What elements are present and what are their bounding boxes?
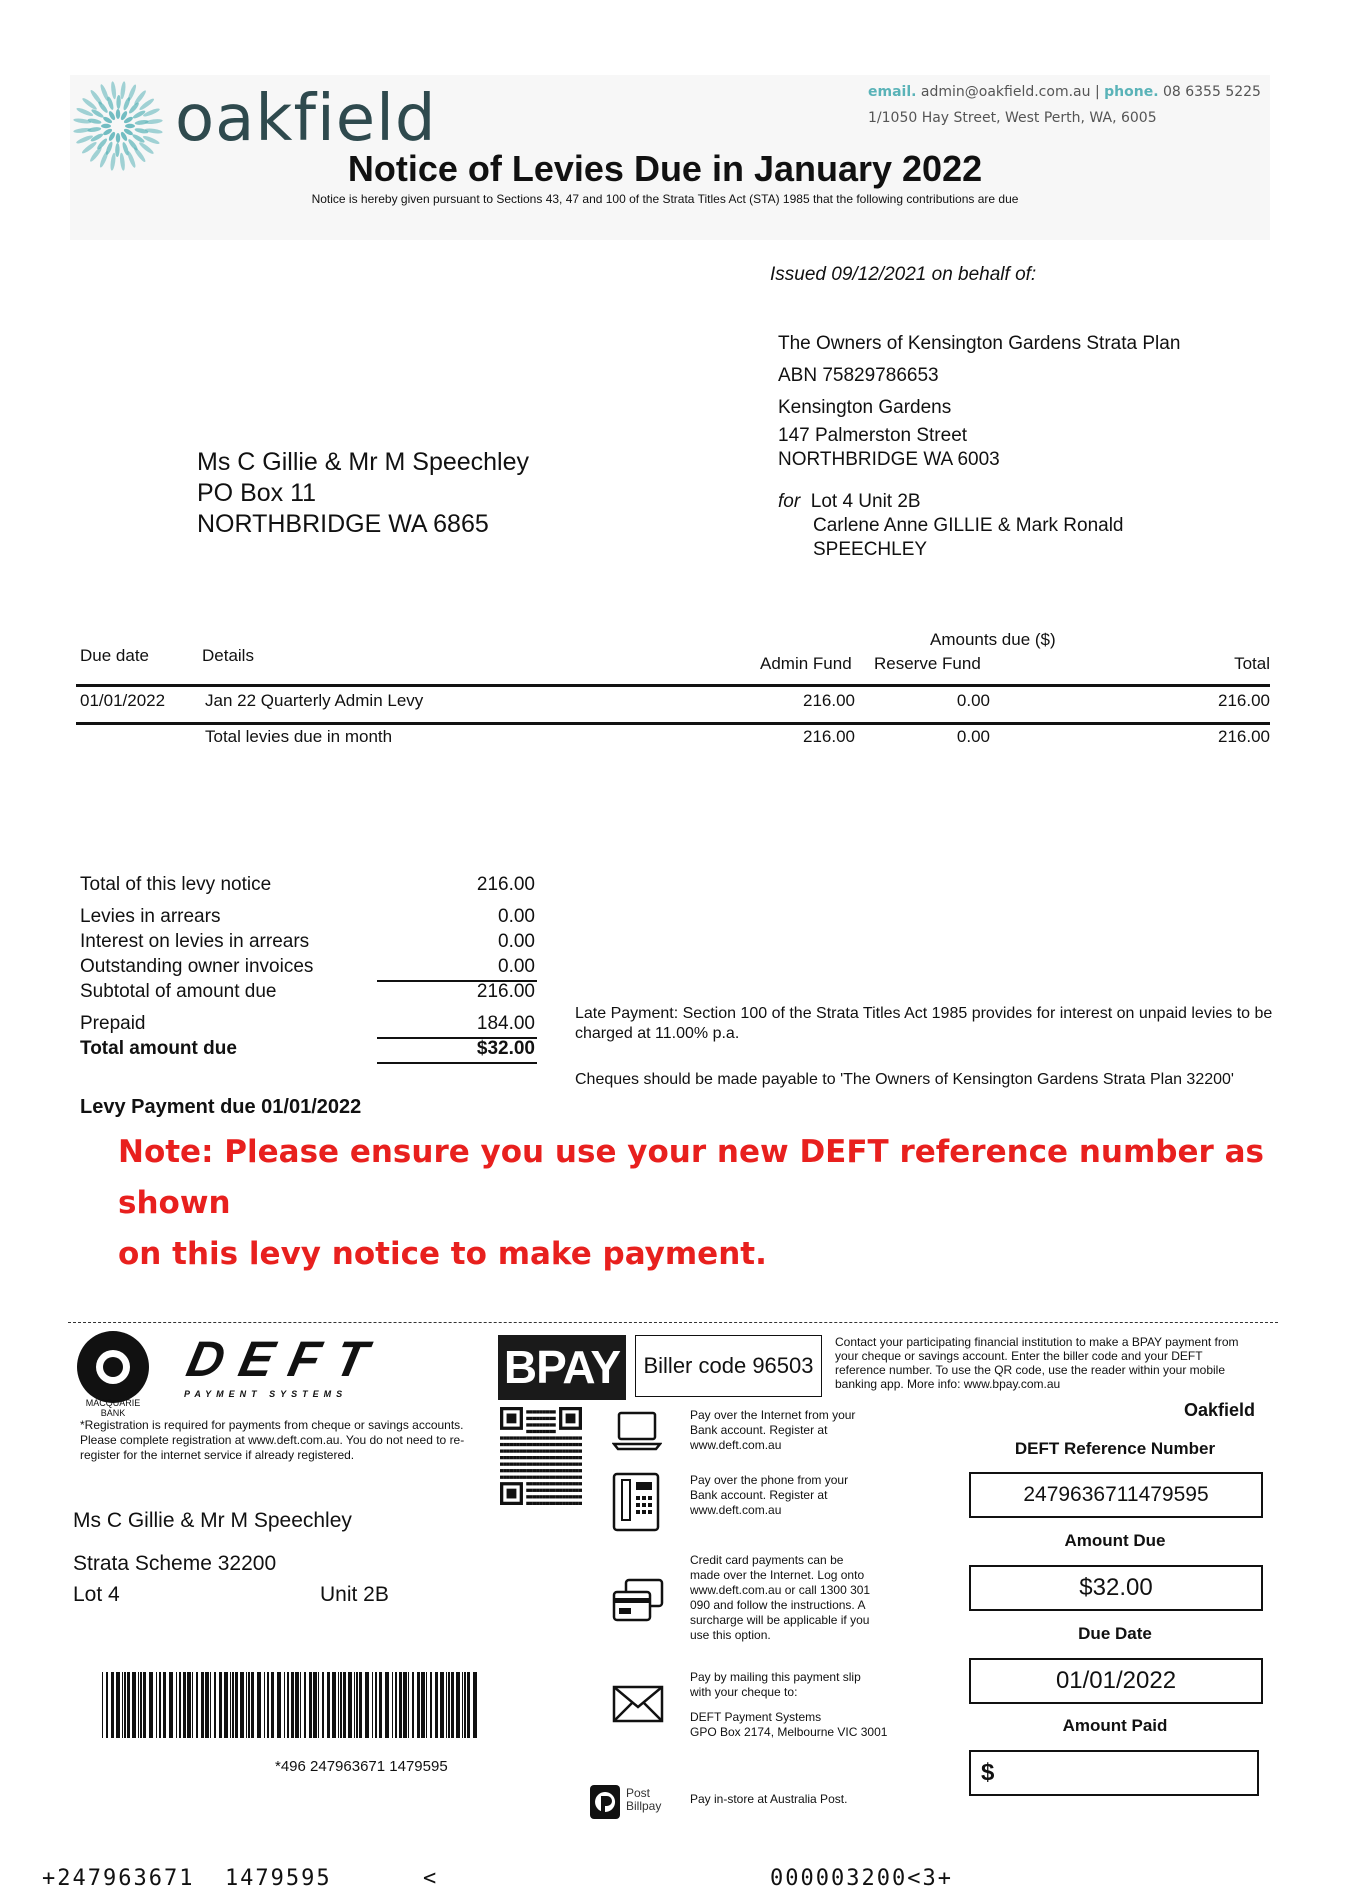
owner-line1: Carlene Anne GILLIE & Mark Ronald — [813, 515, 1124, 536]
email-label: email. — [868, 84, 917, 100]
mail-address1: DEFT Payment Systems — [690, 1710, 822, 1724]
amount-due-label: Amount Due — [1064, 1531, 1166, 1550]
brand-name: oakfield — [175, 82, 437, 156]
lot-unit: Lot 4 Unit 2B — [810, 491, 921, 512]
email: admin@oakfield.com.au — [920, 84, 1091, 100]
laptop-icon — [612, 1410, 662, 1452]
page-title: Notice of Levies Due in January 2022 — [347, 148, 983, 189]
row-reserve: 0.00 — [956, 691, 990, 710]
interest-label: Interest on levies in arrears — [80, 931, 310, 952]
mail-pay-text: Pay by mailing this payment slip with your cheque to: — [690, 1670, 861, 1699]
recipient-address — [197, 447, 529, 540]
payment-due: Levy Payment due 01/01/2022 — [80, 1096, 362, 1118]
owners-name: The Owners of Kensington Gardens Strata Plan — [778, 333, 1181, 354]
recipient-line2: PO Box 11 — [197, 479, 317, 507]
arrears-value: 0.00 — [498, 906, 535, 927]
slip-lot: Lot 4 — [73, 1583, 120, 1606]
amount-due-box: $32.00 — [969, 1565, 1263, 1611]
arrears-label: Levies in arrears — [80, 906, 221, 927]
due-date-label: Due Date — [1078, 1624, 1152, 1643]
subtotal-value: 216.00 — [476, 981, 535, 1002]
card-pay-text: Credit card payments can be made over the Internet. Log onto www.deft.com.au or call 1300 301 090 and follow the instructions. A surcharge will be applicable if you use this option. — [690, 1553, 871, 1642]
issued-line: Issued 09/12/2021 on behalf of: — [770, 264, 1037, 285]
post-billpay-icon — [590, 1785, 620, 1819]
total-row-total: 216.00 — [1218, 727, 1270, 746]
total-due-value: $32.00 — [476, 1038, 535, 1059]
recipient-line3: NORTHBRIDGE WA 6865 — [197, 510, 489, 538]
ref-number-box: 2479636711479595 — [969, 1472, 1263, 1518]
slip-scheme: Strata Scheme 32200 — [73, 1552, 277, 1575]
contact-separator: | — [1094, 84, 1100, 100]
contact-line — [868, 84, 1261, 100]
ocr-part3: 000003200<3+ — [770, 1866, 953, 1891]
prepaid-value: 184.00 — [476, 1013, 535, 1034]
macquarie-name: MACQUARIE — [85, 1398, 141, 1408]
owners-block — [778, 328, 1180, 472]
phone-pay-text: Pay over the phone from your Bank account. Register at www.deft.com.au — [690, 1473, 849, 1517]
owners-street: 147 Palmerston Street — [778, 425, 968, 446]
post-billpay-text2: Billpay — [626, 1799, 662, 1813]
amounts-due-header: Amounts due ($) — [930, 630, 1056, 649]
qr-code-icon — [500, 1407, 582, 1505]
outstanding-value: 0.00 — [498, 956, 535, 977]
contact-address: 1/1050 Hay Street, West Perth, WA, 6005 — [868, 110, 1157, 126]
due-date-box: 01/01/2022 — [969, 1658, 1263, 1704]
col-due-date: Due date — [80, 646, 149, 665]
bpay-logo: BPAY — [498, 1335, 626, 1400]
subtotal-label: Subtotal of amount due — [80, 981, 277, 1002]
phone: 08 6355 5225 — [1162, 84, 1261, 100]
total-notice-label: Total of this levy notice — [80, 874, 272, 895]
total-due-label: Total amount due — [80, 1038, 237, 1059]
col-admin-fund: Admin Fund — [760, 654, 852, 673]
owner-line2: SPEECHLEY — [813, 539, 928, 560]
post-pay-text: Pay in-store at Australia Post. — [690, 1792, 848, 1806]
owners-abn: ABN 75829786653 — [778, 365, 939, 386]
row-total: 216.00 — [1218, 691, 1270, 710]
amount-paid-box[interactable] — [969, 1750, 1259, 1796]
credit-card-icon — [612, 1578, 664, 1624]
slip-name: Ms C Gillie & Mr M Speechley — [73, 1509, 352, 1532]
deft-reference-note — [118, 1127, 1268, 1280]
ocr-part1: +247963671 1479595 — [42, 1866, 332, 1891]
payee-name: Oakfield — [1184, 1400, 1256, 1420]
total-row-admin: 216.00 — [803, 727, 855, 746]
recipient-line1: Ms C Gillie & Mr M Speechley — [197, 448, 530, 476]
note-line1: Note: Please ensure you use your new DEFT reference number as shown — [118, 1134, 1264, 1221]
total-row-reserve: 0.00 — [956, 727, 990, 746]
prepaid-label: Prepaid — [80, 1013, 146, 1034]
col-reserve-fund: Reserve Fund — [874, 654, 981, 673]
total-row-details: Total levies due in month — [205, 727, 393, 746]
post-billpay-logo — [590, 1785, 680, 1819]
late-payment-note: Late Payment: Section 100 of the Strata Titles Act 1985 provides for interest on unpaid levies to be charged at 11.00% p.a. — [575, 1005, 1273, 1042]
macquarie-text — [80, 1398, 146, 1418]
tear-line — [68, 1322, 1278, 1323]
page-subtitle: Notice is hereby given pursuant to Sections 43, 47 and 100 of the Strata Titles Act (STA) 1985 that the following contributions are due — [311, 192, 1019, 206]
post-billpay-text1: Post — [626, 1786, 651, 1800]
table-header-rule — [76, 684, 1270, 687]
barcode-icon — [102, 1672, 484, 1738]
row-details: Jan 22 Quarterly Admin Levy — [205, 691, 424, 710]
col-total: Total — [1234, 654, 1270, 673]
for-block — [778, 490, 1124, 562]
registration-note: *Registration is required for payments from cheque or savings accounts. Please complete registration at www.deft.com.au. You do not need to re-register for the internet service if already registered. — [80, 1418, 465, 1462]
cheques-note: Cheques should be made payable to 'The Owners of Kensington Gardens Strata Plan 32200' — [575, 1071, 1234, 1088]
owners-suburb: NORTHBRIDGE WA 6003 — [778, 449, 1000, 470]
deft-logo: DEFT — [182, 1331, 389, 1387]
macquarie-logo-icon — [76, 1330, 150, 1404]
internet-pay-text: Pay over the Internet from your Bank account. Register at www.deft.com.au — [690, 1408, 856, 1452]
total-notice-value: 216.00 — [476, 874, 535, 895]
phone-icon — [612, 1472, 662, 1532]
col-details: Details — [202, 646, 254, 665]
note-line2: on this levy notice to make payment. — [118, 1236, 767, 1272]
outstanding-label: Outstanding owner invoices — [80, 956, 314, 977]
barcode-text: *496 247963671 1479595 — [275, 1758, 448, 1775]
bpay-info: Contact your participating financial institution to make a BPAY payment from your cheque or savings account. Enter the biller code and your DEFT reference number. To use the QR code, use the reader within your mobile banking app. More info: www.bpay.com.au — [835, 1335, 1239, 1391]
phone-label: phone. — [1104, 84, 1159, 100]
total-due-double-rule — [377, 1062, 537, 1064]
owners-building: Kensington Gardens — [778, 397, 952, 418]
envelope-icon — [612, 1685, 664, 1725]
deft-logo-sub: PAYMENT SYSTEMS — [184, 1389, 348, 1399]
amount-paid-label: Amount Paid — [1062, 1716, 1168, 1735]
slip-unit: Unit 2B — [320, 1583, 389, 1606]
amount-paid-prefix: $ — [981, 1759, 995, 1786]
ref-number-label: DEFT Reference Number — [1014, 1439, 1216, 1458]
interest-value: 0.00 — [498, 931, 535, 952]
mail-address2: GPO Box 2174, Melbourne VIC 3001 — [690, 1725, 888, 1739]
macquarie-bank: BANK — [100, 1408, 126, 1418]
row-due-date: 01/01/2022 — [80, 691, 166, 710]
table-total-rule — [76, 722, 1270, 725]
row-admin: 216.00 — [803, 691, 855, 710]
ocr-part2: < — [423, 1866, 437, 1891]
biller-code: Biller code 96503 — [635, 1335, 822, 1397]
for-label: for — [778, 491, 801, 512]
